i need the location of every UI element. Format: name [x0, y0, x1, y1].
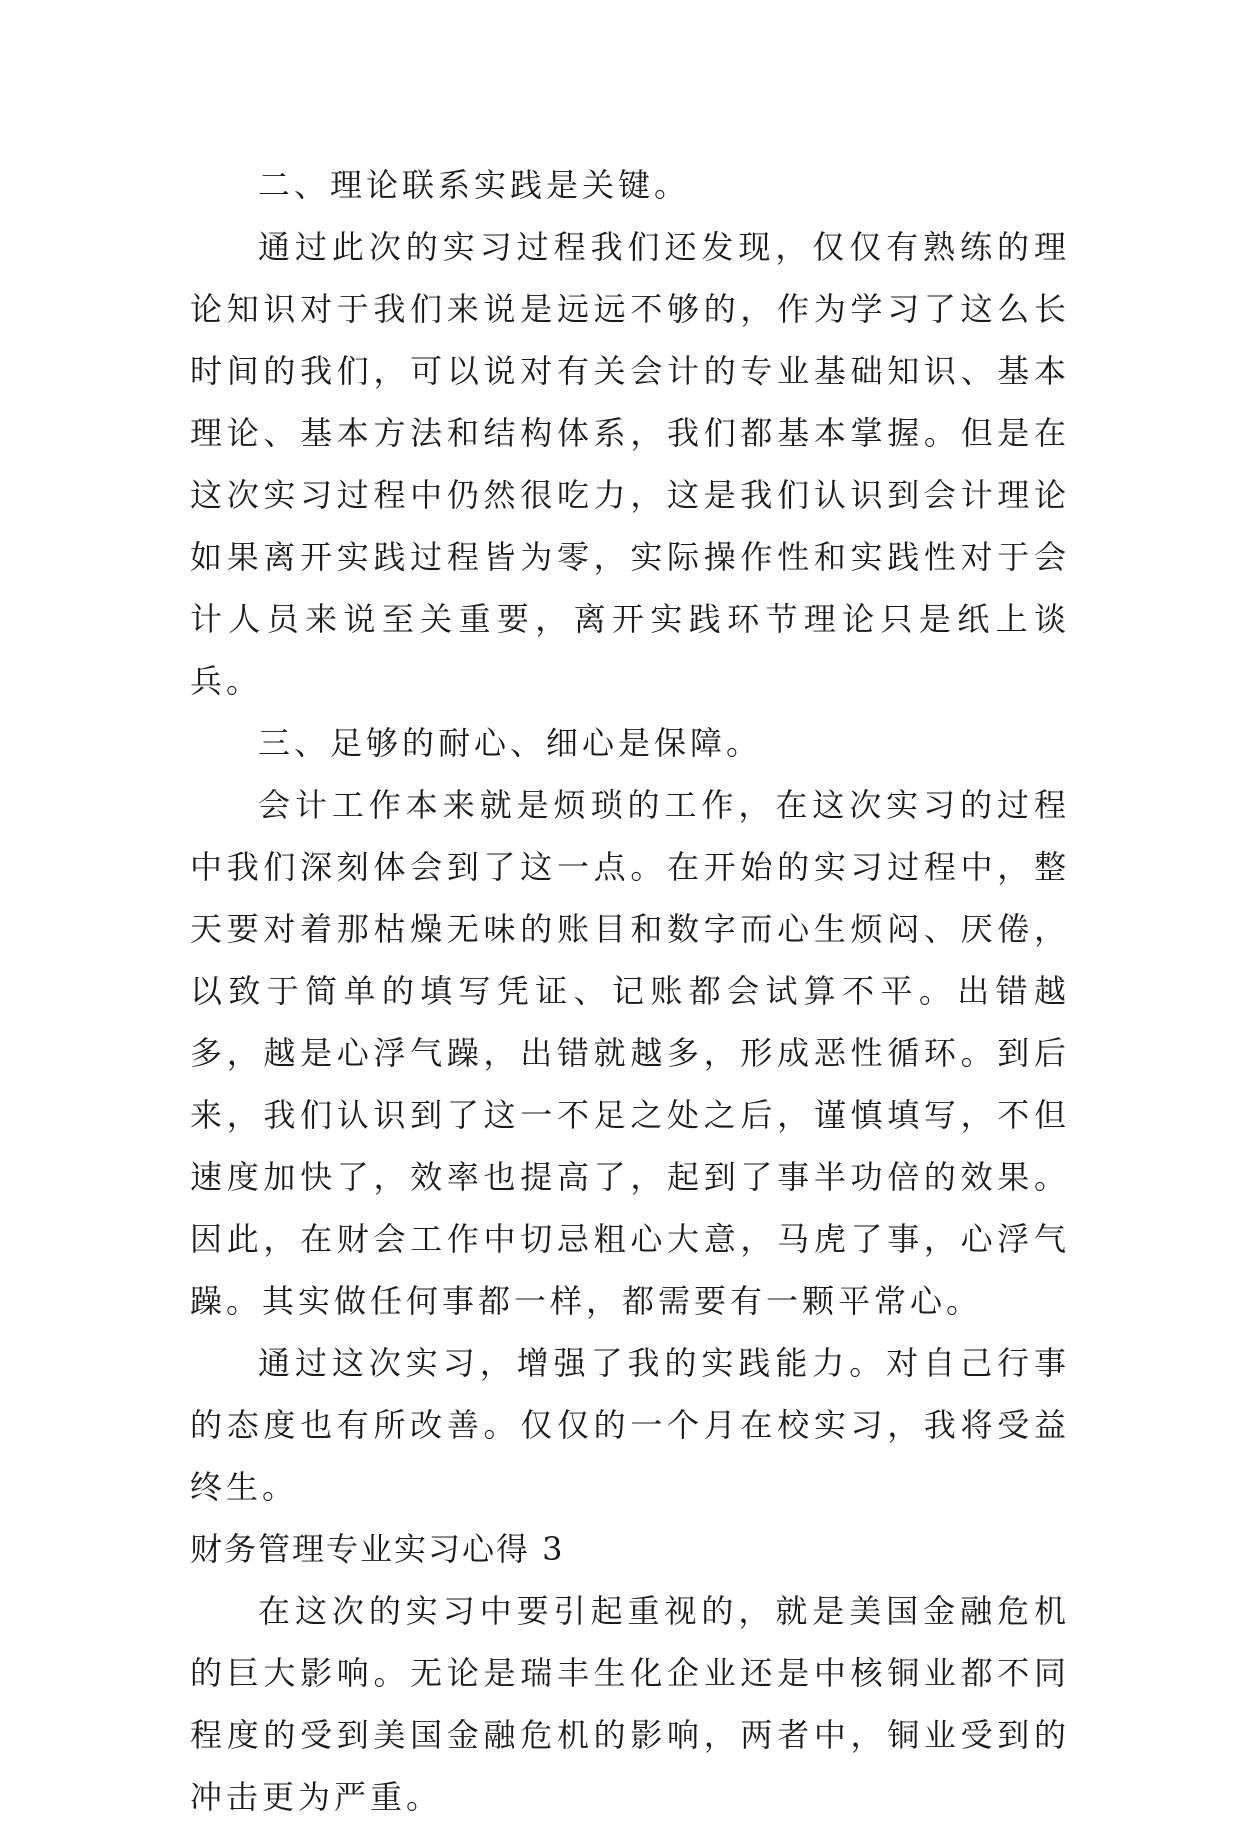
section-heading-3: 三、足够的耐心、细心是保障。 [258, 724, 763, 762]
body-paragraph-1: 通过此次的实习过程我们还发现，仅仅有熟练的理论知识对于我们来说是远远不够的，作为学习了这么长时间的我们，可以说对有关会计的专业基础知识、基本理论、基本方法和结构体系，我们都基本掌握。但是在这次实习过程中仍然很吃力，这是我们认识到会计理论如果离开实践过程皆为零，实际操作性和实践性对于会计人员来说至关重要，离开实践环节理论只是纸上谈兵。 [190, 228, 1070, 700]
document-section-title: 财务管理专业实习心得 3 [190, 1530, 565, 1568]
document-body [190, 154, 1070, 1828]
body-paragraph-4: 在这次的实习中要引起重视的，就是美国金融危机的巨大影响。无论是瑞丰生化企业还是中核铜业都不同程度的受到美国金融危机的影响，两者中，铜业受到的冲击更为严重。 [190, 1592, 1070, 1816]
section-heading-2: 二、理论联系实践是关键。 [258, 166, 691, 204]
body-paragraph-2: 会计工作本来就是烦琐的工作，在这次实习的过程中我们深刻体会到了这一点。在开始的实习过程中，整天要对着那枯燥无味的账目和数字而心生烦闷、厌倦，以致于简单的填写凭证、记账都会试算不平。出错越多，越是心浮气躁，出错就越多，形成恶性循环。到后来，我们认识到了这一不足之处之后，谨慎填写，不但速度加快了，效率也提高了，起到了事半功倍的效果。因此，在财会工作中切忌粗心大意，马虎了事，心浮气躁。其实做任何事都一样，都需要有一颗平常心。 [190, 786, 1070, 1320]
body-paragraph-3: 通过这次实习，增强了我的实践能力。对自己行事的态度也有所改善。仅仅的一个月在校实习，我将受益终生。 [190, 1344, 1070, 1506]
